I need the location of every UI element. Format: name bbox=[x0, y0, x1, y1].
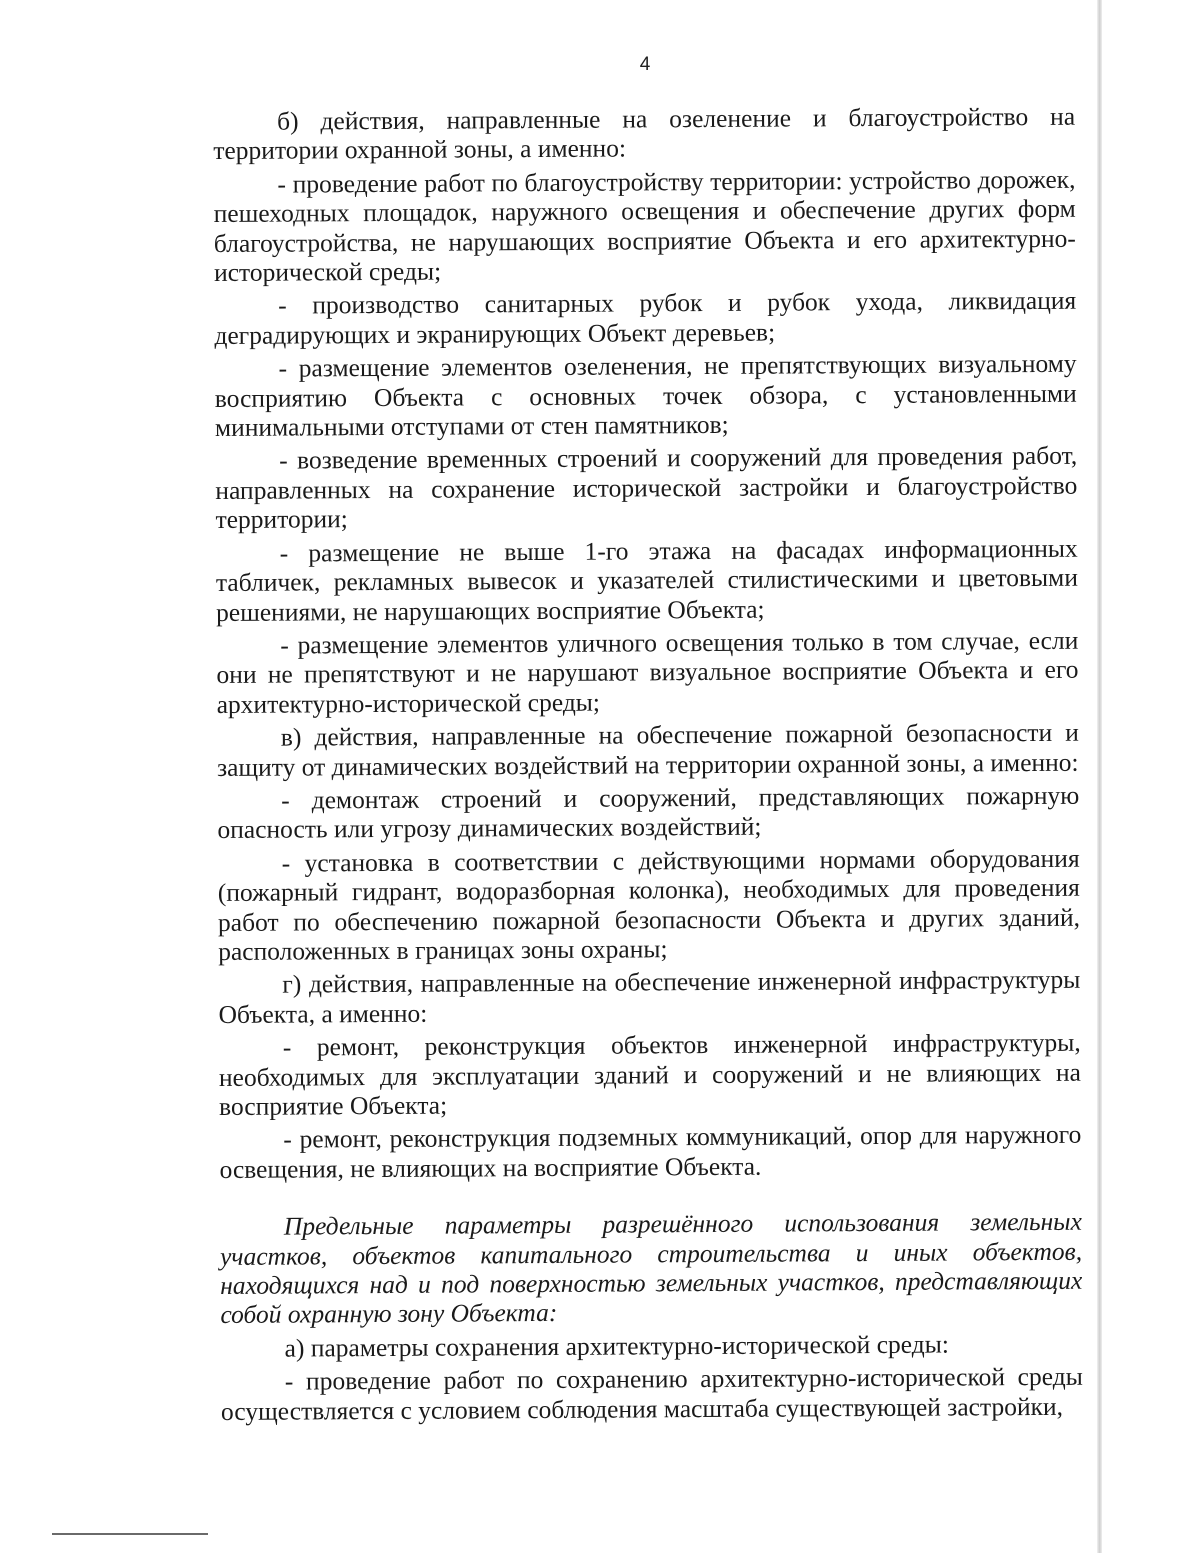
paragraph-preservation-works: - проведение работ по сохранению архитектурно-исторической среды осуществляется с условием соблюдения масштаба существующей застройки, bbox=[220, 1361, 1083, 1426]
paragraph-greenery-placement: - размещение элементов озеленения, не препятствующих визуальному восприятию Объекта с основных точек обзора, с установленными минимальными отступами от стен памятников; bbox=[214, 348, 1077, 443]
paragraph-b-intro: б) действия, направленные на озеленение и благоустройство на территории охранной зоны, а именно: bbox=[213, 101, 1076, 166]
paragraph-underground-utilities: - ремонт, реконструкция подземных коммуникаций, опор для наружного освещения, не влияющих на восприятие Объекта. bbox=[219, 1120, 1082, 1184]
paragraph-sanitary-felling: - производство санитарных рубок и рубок ухода, ликвидация деградирующих и экранирующих Объект деревьев; bbox=[214, 286, 1077, 350]
document-body bbox=[213, 98, 1083, 1426]
paragraph-infrastructure-repair: - ремонт, реконструкция объектов инженерной инфраструктуры, необходимых для эксплуатации зданий и сооружений и не влияющих на восприятие Объекта; bbox=[218, 1027, 1082, 1121]
paragraph-v-intro: в) действия, направленные на обеспечение пожарной безопасности и защиту от динамических воздействий на территории охранной зоны, а именно: bbox=[216, 717, 1079, 782]
paragraph-signage: - размещение не выше 1-го этажа на фасадах информационных табличек, рекламных вывесок и указателей стилистическими и цветовыми решениями, не нарушающих восприятие Объекта; bbox=[215, 533, 1079, 627]
page-number: 4 bbox=[639, 54, 651, 75]
paragraph-fire-equipment: - установка в соответствии с действующими нормами оборудования (пожарный гидрант, водоразборная колонка), необходимых для проведения работ по обеспечению пожарной безопасности Объекта и других зданий, расположенных в границах зоны охраны; bbox=[217, 843, 1081, 966]
paragraph-temporary-structures: - возведение временных строений и сооружений для проведения работ, направленных на сохранение исторической застройки и благоустройство территории; bbox=[215, 441, 1078, 535]
footnote-rule bbox=[52, 1533, 208, 1535]
paragraph-demolition: - демонтаж строений и сооружений, представляющих пожарную опасность или угрозу динамических воздействий; bbox=[217, 780, 1080, 845]
paragraph-g-intro: г) действия, направленные на обеспечение инженерной инфраструктуры Объекта, а именно: bbox=[218, 965, 1081, 1029]
paragraph-street-lighting: - размещение элементов уличного освещения только в том случае, если они не препятствуют и не нарушают визуальное восприятие Объекта и его архитектурно-исторической среды; bbox=[216, 625, 1079, 719]
paragraph-a-intro: а) параметры сохранения архитектурно-исторической среды: bbox=[284, 1329, 949, 1363]
section-heading-limit-parameters: Предельные параметры разрешённого использования земельных участков, объектов капитального строительства и иных объектов, находящихся над и под поверхностью земельных участков, представляющих собой охранную зону Объекта: bbox=[219, 1206, 1083, 1330]
scan-edge-shadow bbox=[1097, 0, 1102, 1553]
paragraph-landscaping-works: - проведение работ по благоустройству территории: устройство дорожек, пешеходных площадок, наружного освещения и обеспечение других форм благоустройства, не нарушающих восприятие Объекта и его архитектурно-исторической среды; bbox=[213, 164, 1076, 288]
